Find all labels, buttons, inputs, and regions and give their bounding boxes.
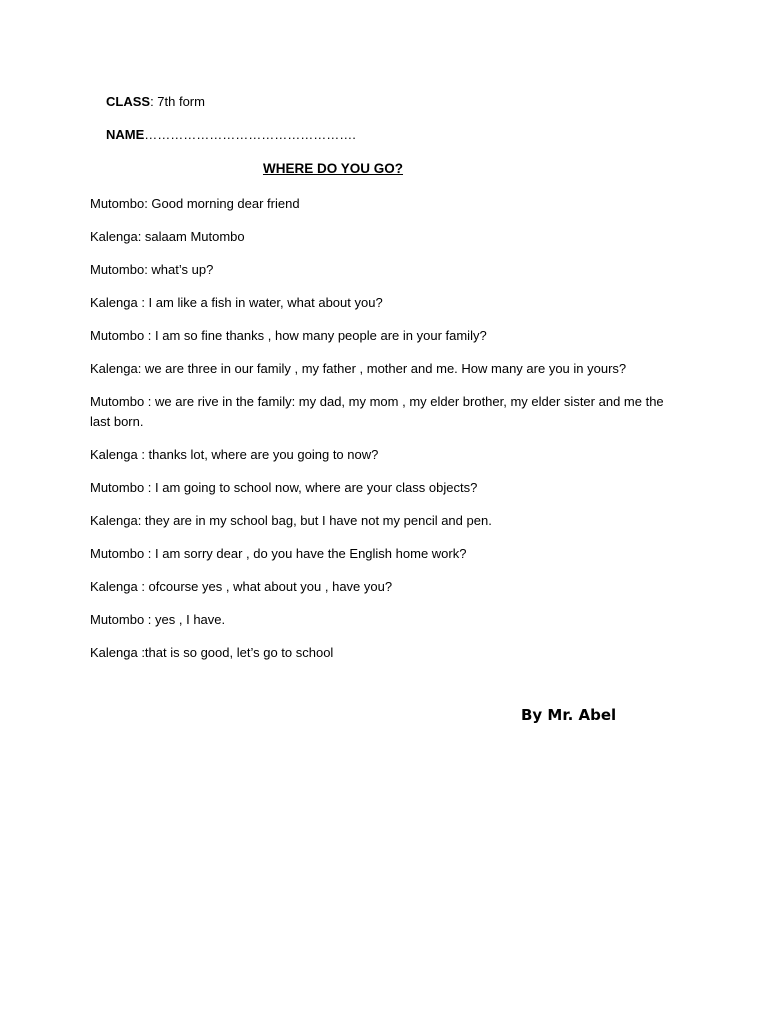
name-line xyxy=(106,127,356,143)
author-signature: By Mr. Abel xyxy=(521,706,617,724)
dialogue-line: Kalenga : I am like a fish in water, what about you? xyxy=(90,295,383,310)
dialogue-line: Kalenga : ofcourse yes , what about you , have you? xyxy=(90,579,393,594)
dialogue-line: Mutombo : I am going to school now, where are your class objects? xyxy=(90,480,478,495)
dialogue-line: Mutombo : we are rive in the family: my dad, my mom , my elder brother, my elder sister and me the last born. xyxy=(90,394,664,429)
dialogue-line: Mutombo : I am so fine thanks , how many people are in your family? xyxy=(90,328,487,343)
dialogue-line: Kalenga : thanks lot, where are you going to now? xyxy=(90,447,379,462)
dialogue-line: Kalenga: salaam Mutombo xyxy=(90,229,245,244)
dialogue-line: Kalenga: we are three in our family , my father , mother and me. How many are you in yours? xyxy=(90,361,627,376)
dialogue-line: Mutombo : I am sorry dear , do you have the English home work? xyxy=(90,546,467,561)
dialogue-line: Mutombo : yes , I have. xyxy=(90,612,226,627)
class-line xyxy=(106,94,205,110)
name-blank: …………………………………………. xyxy=(144,127,356,142)
class-label: CLASS xyxy=(106,94,151,109)
dialogue-line: Mutombo: Good morning dear friend xyxy=(90,196,300,211)
dialogue-line: Kalenga: they are in my school bag, but I have not my pencil and pen. xyxy=(90,513,492,528)
class-value: : 7th form xyxy=(150,94,205,109)
dialogue-line: Mutombo: what’s up? xyxy=(90,262,214,277)
name-label: NAME xyxy=(106,127,145,142)
document-title: WHERE DO YOU GO? xyxy=(262,161,403,176)
dialogue-list xyxy=(90,194,670,676)
dialogue-line: Kalenga :that is so good, let’s go to school xyxy=(90,645,334,660)
